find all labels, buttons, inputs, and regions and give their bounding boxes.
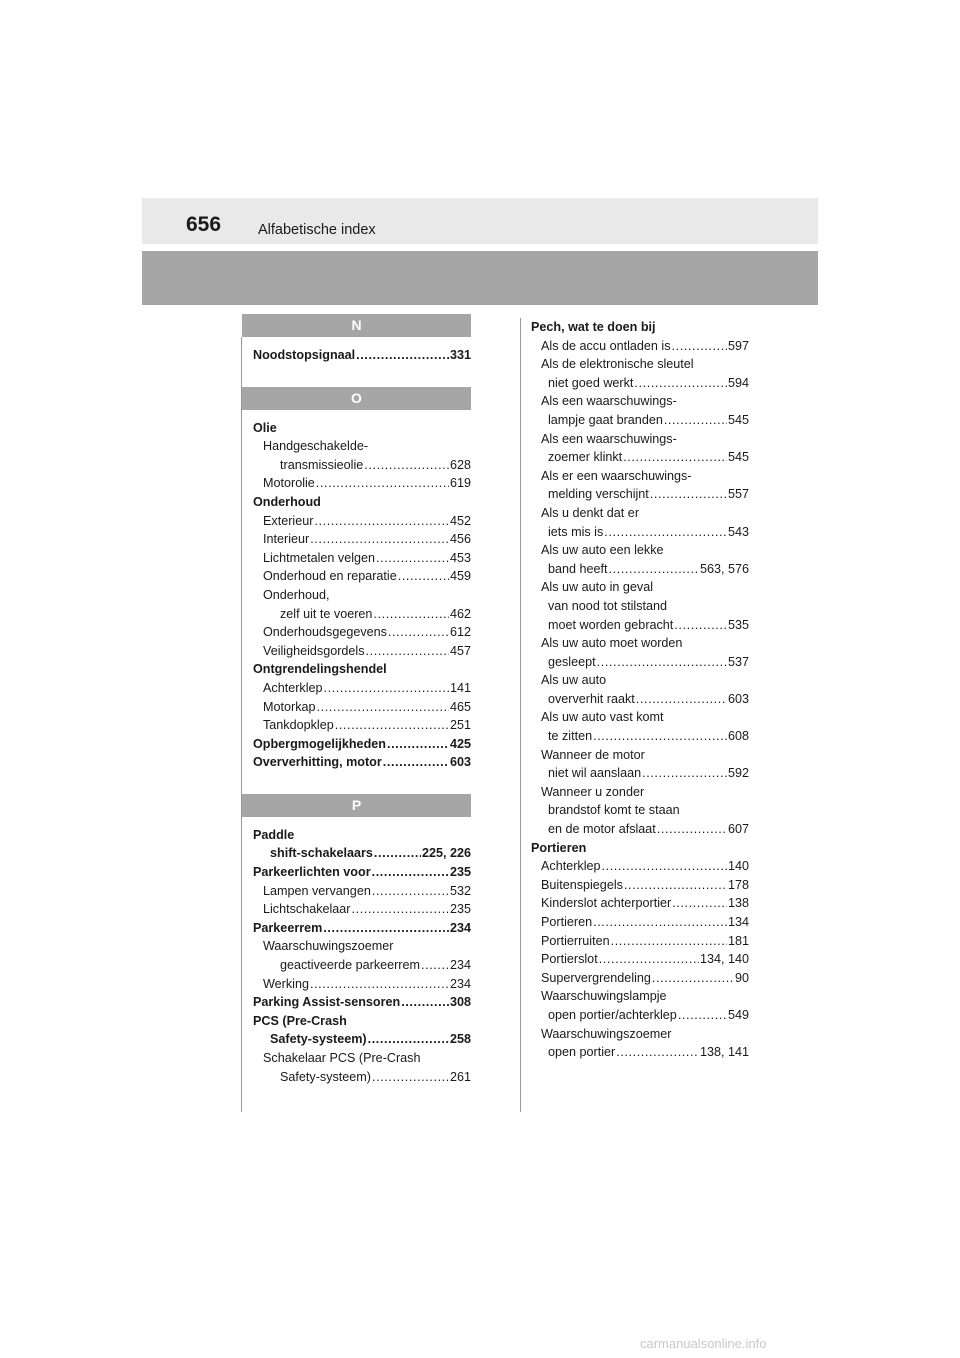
dot-leader [356, 346, 449, 365]
index-left-column [242, 314, 471, 1086]
entry-label: PCS (Pre-Crash [253, 1013, 347, 1028]
page-reference: 549 [727, 1007, 749, 1022]
entry-label: Lichtmetalen velgen [263, 550, 376, 565]
entry-label: Onderhoudsgegevens [263, 625, 387, 640]
index-subentry [253, 512, 471, 531]
index-entry [253, 826, 471, 845]
entry-label: Als uw auto moet worden [541, 636, 683, 651]
dot-leader [623, 448, 727, 467]
index-entry [253, 735, 471, 754]
entry-label: open portier [548, 1045, 616, 1060]
page-reference: 543 [727, 524, 749, 539]
page-reference: 235 [449, 865, 471, 880]
index-subentry [531, 950, 749, 969]
index-subentry [531, 337, 749, 356]
entry-label: Oververhitting, motor [253, 755, 382, 770]
dot-leader [604, 523, 727, 542]
page-reference: 597 [727, 338, 749, 353]
page-reference: 537 [727, 654, 749, 669]
index-subentry [253, 882, 471, 901]
dot-leader [664, 411, 727, 430]
page-reference: 462 [449, 606, 471, 621]
index-subentry [253, 623, 471, 642]
dot-leader [373, 605, 449, 624]
entry-label: Parkeerlichten voor [253, 865, 371, 880]
dot-leader [421, 956, 449, 975]
entry-label: oververhit raakt [548, 691, 635, 706]
index-subentry [531, 616, 749, 635]
index-subentry [531, 1006, 749, 1025]
dot-leader [398, 567, 449, 586]
page-number: 656 [186, 213, 222, 236]
right-column-rule [520, 318, 521, 1112]
entry-label: niet wil aanslaan [548, 766, 642, 781]
page-reference: 603 [449, 755, 471, 770]
index-subentry [531, 485, 749, 504]
index-subentry [531, 430, 749, 449]
index-right-column [531, 318, 749, 1062]
page-reference: 545 [727, 412, 749, 427]
entry-label: moet worden gebracht [548, 617, 674, 632]
section-spacer [242, 410, 471, 419]
page-reference: 251 [449, 718, 471, 733]
index-subentry [531, 671, 749, 690]
page-reference: 141 [449, 680, 471, 695]
dot-leader [310, 975, 449, 994]
entry-label: Handgeschakelde- [263, 439, 369, 454]
entry-label: Achterklep [263, 680, 323, 695]
dot-leader [611, 932, 727, 951]
dot-leader [374, 844, 421, 863]
index-subentry [253, 567, 471, 586]
page-reference: 465 [449, 699, 471, 714]
dot-leader [310, 530, 449, 549]
header-bar [142, 198, 818, 244]
dot-leader [674, 616, 727, 635]
index-subentry [531, 987, 749, 1006]
entry-label: Portieren [531, 840, 587, 855]
page-reference: 258 [449, 1032, 471, 1047]
page-reference: 456 [449, 532, 471, 547]
index-subentry [253, 975, 471, 994]
entry-label: Als uw auto in geval [541, 580, 654, 595]
entry-label: Lampen vervangen [263, 883, 371, 898]
page-reference: 425 [449, 736, 471, 751]
index-subentry [531, 783, 749, 802]
entry-label: Parkeerrem [253, 920, 323, 935]
index-subentry [531, 523, 749, 542]
dot-leader [388, 623, 449, 642]
index-subentry [253, 900, 471, 919]
section-header-n: N [242, 314, 471, 337]
index-entry [253, 919, 471, 938]
index-subentry [531, 820, 749, 839]
page-reference: 234 [449, 920, 471, 935]
index-subentry [531, 727, 749, 746]
dot-leader [401, 993, 449, 1012]
section-header-o: O [242, 387, 471, 410]
index-subentry [253, 437, 471, 456]
index-subentry [531, 504, 749, 523]
index-subentry [531, 764, 749, 783]
index-subentry [531, 708, 749, 727]
dot-leader [372, 882, 449, 901]
entry-label: Als een waarschuwings- [541, 394, 677, 409]
index-subentry [531, 1025, 749, 1044]
entry-label: melding verschijnt [548, 487, 649, 502]
dot-leader [616, 1043, 699, 1062]
entry-label: Motorolie [263, 476, 315, 491]
entry-label: Portieren [541, 915, 593, 929]
index-subentry [531, 355, 749, 374]
entry-label: Waarschuwingslampje [541, 989, 667, 1004]
entry-label: zoemer klinkt [548, 450, 623, 465]
section-spacer [242, 337, 471, 346]
page-reference: 331 [449, 348, 471, 362]
dot-leader [364, 456, 449, 475]
index-subentry [531, 541, 749, 560]
page-reference: 545 [727, 450, 749, 465]
page-reference: 134, 140 [699, 952, 749, 967]
index-entry [253, 660, 471, 679]
entry-label: Waarschuwingszoemer [263, 939, 394, 954]
dot-leader [636, 690, 727, 709]
entry-label: Tankdopklep [263, 718, 334, 733]
index-subentry [253, 1030, 471, 1049]
page-reference: 603 [727, 691, 749, 706]
entry-label: Als uw auto vast komt [541, 710, 664, 725]
dot-leader [324, 679, 449, 698]
index-subentry [531, 969, 749, 988]
page-reference: 532 [449, 883, 471, 898]
index-subentry [531, 634, 749, 653]
page-reference: 628 [449, 457, 471, 472]
index-subentry [253, 844, 471, 863]
page-reference: 134 [727, 915, 749, 929]
entry-label: Als de accu ontladen is [541, 338, 671, 353]
page-reference: 234 [449, 976, 471, 991]
dot-leader [652, 969, 734, 988]
page-reference: 535 [727, 617, 749, 632]
section-gap [242, 772, 471, 794]
dot-leader [317, 698, 449, 717]
page-reference: 138 [727, 896, 749, 911]
entry-label: Ontgrendelingshendel [253, 662, 387, 677]
entry-label: Schakelaar PCS (Pre-Crash [263, 1051, 421, 1065]
entry-label: Buitenspiegels [541, 877, 623, 892]
index-subentry [253, 549, 471, 568]
index-subentry [531, 932, 749, 951]
dot-leader [657, 820, 727, 839]
index-subentry [531, 578, 749, 597]
entry-label: open portier/achterklep [548, 1007, 677, 1022]
page-reference: 594 [727, 375, 749, 390]
dot-leader [314, 512, 449, 531]
entry-label: Portierslot [541, 952, 598, 967]
page-reference: 457 [449, 643, 471, 658]
dot-leader [352, 900, 449, 919]
page-reference: 140 [727, 859, 749, 874]
entry-label: Safety-systeem) [270, 1032, 367, 1047]
index-subentry [531, 597, 749, 616]
index-subentry [253, 679, 471, 698]
index-subentry [253, 474, 471, 493]
section-header-p: P [242, 794, 471, 817]
index-subentry [531, 876, 749, 895]
watermark: carmanualsonline.info [640, 1336, 767, 1351]
entry-label: Wanneer u zonder [541, 784, 645, 799]
index-subentry [253, 698, 471, 717]
index-subentry [253, 1049, 471, 1068]
index-subentry [531, 690, 749, 709]
entry-label: lampje gaat branden [548, 412, 663, 427]
entry-label: Noodstopsignaal [253, 348, 356, 362]
index-subentry [253, 716, 471, 735]
entry-label: gesleept [548, 654, 596, 669]
dot-leader [602, 857, 727, 876]
dot-leader [624, 876, 727, 895]
dot-leader [387, 735, 449, 754]
page-reference: 308 [449, 995, 471, 1010]
page-reference: 225, 226 [421, 846, 471, 861]
section-spacer [242, 817, 471, 826]
entry-label: Als er een waarschuwings- [541, 468, 692, 483]
page-reference: 452 [449, 513, 471, 528]
index-subentry [531, 560, 749, 579]
entry-label: Supervergrendeling [541, 970, 651, 985]
entry-label: Als uw auto een lekke [541, 543, 664, 558]
index-subentry [531, 411, 749, 430]
entry-label: Als een waarschuwings- [541, 431, 677, 446]
entry-label: Als de elektronische sleutel [541, 357, 694, 372]
entry-label: Pech, wat te doen bij [531, 320, 656, 334]
index-subentry [531, 913, 749, 932]
page-reference: 608 [727, 729, 749, 744]
dot-leader [634, 374, 727, 393]
index-subentry [531, 857, 749, 876]
dot-leader [609, 560, 699, 579]
entry-label: Als u denkt dat er [541, 505, 640, 520]
page-reference: 459 [449, 569, 471, 584]
entry-label: niet goed werkt [548, 375, 634, 390]
dot-leader [316, 474, 449, 493]
page-reference: 592 [727, 766, 749, 781]
index-subentry [531, 392, 749, 411]
page-reference: 261 [449, 1069, 471, 1084]
index-subentry [531, 1043, 749, 1062]
entry-label: zelf uit te voeren [280, 606, 373, 621]
dot-leader [383, 753, 449, 772]
entry-label: Olie [253, 420, 277, 435]
header-band [142, 251, 818, 305]
page-reference: 90 [734, 970, 749, 985]
dot-leader [366, 642, 449, 661]
entry-label: Motorkap [263, 699, 316, 714]
entry-label: Wanneer de motor [541, 747, 645, 762]
index-subentry [531, 448, 749, 467]
entry-label: Interieur [263, 532, 310, 547]
dot-leader [372, 863, 449, 882]
index-entry [531, 318, 749, 337]
index-entry [531, 839, 749, 858]
entry-label: Safety-systeem) [280, 1069, 371, 1084]
dot-leader [323, 919, 449, 938]
dot-leader [368, 1030, 449, 1049]
entry-label: Opbergmogelijkheden [253, 736, 386, 751]
index-subentry [531, 801, 749, 820]
index-entry [253, 493, 471, 512]
page-reference: 563, 576 [699, 561, 749, 576]
entry-label: Achterklep [541, 859, 601, 874]
entry-label: Paddle [253, 827, 295, 842]
entry-label: band heeft [548, 561, 608, 576]
entry-label: iets mis is [548, 524, 604, 539]
entry-label: Werking [263, 976, 309, 991]
entry-label: Kinderslot achterportier [541, 896, 672, 911]
page-reference: 138, 141 [699, 1045, 749, 1060]
entry-label: van nood tot stilstand [548, 598, 668, 613]
index-subentry [531, 653, 749, 672]
entry-label: brandstof komt te staan [548, 803, 680, 818]
index-entry [253, 419, 471, 438]
entry-label: Waarschuwingszoemer [541, 1026, 672, 1041]
entry-label: geactiveerde parkeerrem [280, 958, 421, 973]
index-subentry [531, 746, 749, 765]
page-reference: 181 [727, 933, 749, 948]
page-title: Alfabetische index [258, 222, 376, 238]
entry-label: Exterieur [263, 513, 314, 528]
dot-leader [593, 913, 727, 932]
entry-label: transmissieolie [280, 457, 364, 472]
index-entry [253, 1012, 471, 1031]
dot-leader [376, 549, 449, 568]
dot-leader [678, 1006, 727, 1025]
page-reference: 234 [449, 958, 471, 973]
index-entry [253, 863, 471, 882]
page-reference: 178 [727, 877, 749, 892]
index-subentry [531, 894, 749, 913]
dot-leader [672, 894, 727, 913]
entry-label: Veiligheidsgordels [263, 643, 365, 658]
entry-label: Onderhoud, [263, 587, 330, 602]
page-reference: 453 [449, 550, 471, 565]
page-reference: 607 [727, 822, 749, 837]
dot-leader [372, 1068, 449, 1087]
index-subentry [253, 642, 471, 661]
index-subentry [253, 1068, 471, 1087]
page-reference: 235 [449, 902, 471, 917]
dot-leader [642, 764, 727, 783]
index-subentry [253, 586, 471, 605]
index-subentry [253, 956, 471, 975]
entry-label: te zitten [548, 729, 593, 744]
entry-label: Onderhoud [253, 494, 321, 509]
dot-leader [599, 950, 699, 969]
dot-leader [335, 716, 449, 735]
index-subentry [253, 937, 471, 956]
entry-label: Lichtschakelaar [263, 902, 351, 917]
entry-label: shift-schakelaars [270, 846, 373, 861]
index-entry [253, 346, 471, 365]
index-subentry [531, 374, 749, 393]
index-entry [253, 993, 471, 1012]
page-reference: 557 [727, 487, 749, 502]
entry-label: Als uw auto [541, 673, 607, 688]
page-reference: 612 [449, 625, 471, 640]
dot-leader [593, 727, 727, 746]
index-subentry [253, 530, 471, 549]
page-reference: 619 [449, 476, 471, 491]
entry-label: Parking Assist-sensoren [253, 995, 401, 1010]
dot-leader [597, 653, 727, 672]
entry-label: Portierruiten [541, 933, 610, 948]
index-subentry [253, 605, 471, 624]
index-subentry [531, 467, 749, 486]
index-entry [253, 753, 471, 772]
entry-label: Onderhoud en reparatie [263, 569, 397, 584]
dot-leader [672, 337, 727, 356]
section-gap [242, 365, 471, 387]
index-subentry [253, 456, 471, 475]
dot-leader [650, 485, 727, 504]
entry-label: en de motor afslaat [548, 822, 656, 837]
